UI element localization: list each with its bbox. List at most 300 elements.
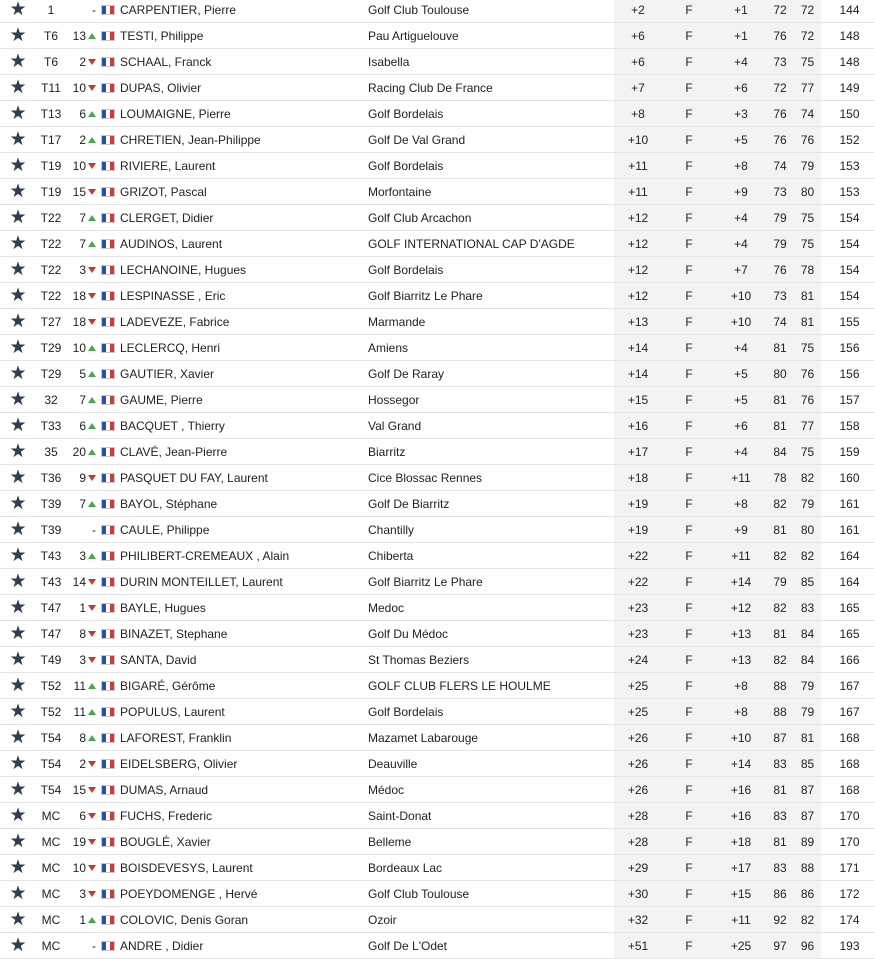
country-flag-cell — [98, 595, 118, 621]
star-icon[interactable]: ★ — [9, 128, 27, 150]
table-row[interactable] — [0, 647, 874, 673]
player-name[interactable]: LECLERCQ, Henri — [120, 340, 221, 355]
movement-arrow-icon — [88, 423, 96, 429]
to-par: +15 — [614, 387, 662, 413]
table-row[interactable] — [0, 179, 874, 205]
player-name[interactable]: POPULUS, Laurent — [120, 704, 225, 719]
table-row[interactable] — [0, 283, 874, 309]
player-name-cell[interactable] — [118, 231, 368, 257]
player-name-cell[interactable] — [118, 621, 368, 647]
favorite-cell[interactable] — [0, 101, 36, 127]
round-2-score: 75 — [794, 205, 821, 231]
player-name-cell[interactable] — [118, 101, 368, 127]
table-row[interactable] — [0, 205, 874, 231]
france-flag-icon — [101, 525, 115, 535]
table-row[interactable] — [0, 751, 874, 777]
favorite-cell[interactable] — [0, 933, 36, 959]
favorite-cell[interactable] — [0, 309, 36, 335]
star-icon[interactable]: ★ — [9, 232, 27, 254]
player-name[interactable]: BIGARÉ, Gérôme — [120, 678, 216, 693]
club-name: Deauville — [368, 751, 614, 777]
table-row[interactable] — [0, 49, 874, 75]
player-name[interactable]: DUPAS, Olivier — [120, 80, 202, 95]
player-name-cell[interactable] — [118, 127, 368, 153]
player-name-cell[interactable] — [118, 673, 368, 699]
total-score: 157 — [821, 387, 874, 413]
player-name-cell[interactable] — [118, 257, 368, 283]
favorite-cell[interactable] — [0, 413, 36, 439]
star-icon[interactable]: ★ — [9, 908, 27, 930]
player-name[interactable]: BAYOL, Stéphane — [120, 496, 218, 511]
round-2-score: 72 — [794, 0, 821, 23]
round-1-score: 79 — [766, 231, 794, 257]
table-row[interactable] — [0, 621, 874, 647]
favorite-cell[interactable] — [0, 75, 36, 101]
table-row[interactable] — [0, 699, 874, 725]
to-par: +14 — [614, 335, 662, 361]
player-name[interactable]: GRIZOT, Pascal — [120, 184, 207, 199]
player-name[interactable]: FUCHS, Frederic — [120, 808, 213, 823]
total-score: 164 — [821, 543, 874, 569]
round-1-score: 76 — [766, 23, 794, 49]
movement-arrow-icon — [88, 59, 96, 65]
thru: F — [662, 283, 716, 309]
total-score: 174 — [821, 907, 874, 933]
favorite-cell[interactable] — [0, 231, 36, 257]
star-icon[interactable]: ★ — [9, 804, 27, 826]
france-flag-icon — [101, 915, 115, 925]
favorite-cell[interactable] — [0, 361, 36, 387]
favorite-cell[interactable] — [0, 647, 36, 673]
favorite-cell[interactable] — [0, 751, 36, 777]
favorite-cell[interactable] — [0, 569, 36, 595]
total-score: 154 — [821, 205, 874, 231]
movement-value: 2 — [79, 132, 86, 147]
table-row[interactable] — [0, 413, 874, 439]
to-par: +17 — [614, 439, 662, 465]
player-name[interactable]: DUMAS, Arnaud — [120, 782, 209, 797]
player-name[interactable]: BOUGLÉ, Xavier — [120, 834, 211, 849]
table-row[interactable] — [0, 231, 874, 257]
table-row[interactable] — [0, 725, 874, 751]
thru: F — [662, 647, 716, 673]
table-row[interactable] — [0, 439, 874, 465]
france-flag-icon — [101, 291, 115, 301]
france-flag-icon — [101, 369, 115, 379]
round-2-score: 82 — [794, 465, 821, 491]
thru: F — [662, 569, 716, 595]
star-icon[interactable]: ★ — [9, 934, 27, 956]
player-name-cell[interactable] — [118, 881, 368, 907]
movement-arrow-icon — [88, 787, 96, 793]
table-row[interactable] — [0, 257, 874, 283]
club-name: Golf Bordelais — [368, 101, 614, 127]
player-name[interactable]: EIDELSBERG, Olivier — [120, 756, 238, 771]
player-name[interactable]: GAUME, Pierre — [120, 392, 203, 407]
favorite-cell[interactable] — [0, 907, 36, 933]
round-2-score: 82 — [794, 543, 821, 569]
star-icon[interactable]: ★ — [9, 856, 27, 878]
today-score: +11 — [716, 543, 766, 569]
player-name-cell[interactable] — [118, 829, 368, 855]
player-name[interactable]: ANDRE , Didier — [120, 938, 204, 953]
favorite-cell[interactable] — [0, 153, 36, 179]
table-row[interactable] — [0, 803, 874, 829]
table-row[interactable] — [0, 491, 874, 517]
star-icon[interactable]: ★ — [9, 24, 27, 46]
player-name[interactable]: CLERGET, Didier — [120, 210, 214, 225]
round-1-score: 80 — [766, 361, 794, 387]
table-row[interactable] — [0, 569, 874, 595]
today-score: +8 — [716, 673, 766, 699]
star-icon[interactable]: ★ — [9, 674, 27, 696]
star-icon[interactable]: ★ — [9, 726, 27, 748]
movement — [66, 283, 98, 309]
favorite-cell[interactable] — [0, 49, 36, 75]
club-name: Golf Biarritz Le Phare — [368, 283, 614, 309]
star-icon[interactable]: ★ — [9, 76, 27, 98]
table-row[interactable] — [0, 309, 874, 335]
favorite-cell[interactable] — [0, 257, 36, 283]
table-row[interactable] — [0, 855, 874, 881]
player-name[interactable]: LADEVEZE, Fabrice — [120, 314, 230, 329]
table-row[interactable] — [0, 127, 874, 153]
favorite-cell[interactable] — [0, 673, 36, 699]
player-name[interactable]: BACQUET , Thierry — [120, 418, 225, 433]
table-row[interactable] — [0, 933, 874, 959]
player-name[interactable]: GAUTIER, Xavier — [120, 366, 215, 381]
today-score: +4 — [716, 231, 766, 257]
movement — [66, 777, 98, 803]
round-1-score: 83 — [766, 751, 794, 777]
favorite-cell[interactable] — [0, 0, 36, 23]
position: T36 — [36, 465, 66, 491]
club-name: Cice Blossac Rennes — [368, 465, 614, 491]
player-name[interactable]: BAYLE, Hugues — [120, 600, 206, 615]
player-name-cell[interactable] — [118, 0, 368, 23]
today-score: +5 — [716, 127, 766, 153]
france-flag-icon — [101, 213, 115, 223]
favorite-cell[interactable] — [0, 205, 36, 231]
player-name[interactable]: LAFOREST, Franklin — [120, 730, 232, 745]
movement-arrow-icon — [88, 709, 96, 715]
movement — [66, 699, 98, 725]
player-name[interactable]: DURIN MONTEILLET, Laurent — [120, 574, 283, 589]
movement-value: - — [92, 522, 96, 537]
to-par: +11 — [614, 153, 662, 179]
today-score: +4 — [716, 439, 766, 465]
france-flag-icon — [101, 551, 115, 561]
table-row[interactable] — [0, 75, 874, 101]
favorite-cell[interactable] — [0, 335, 36, 361]
table-row[interactable] — [0, 23, 874, 49]
player-name-cell[interactable] — [118, 569, 368, 595]
table-row[interactable] — [0, 101, 874, 127]
player-name[interactable]: RIVIERE, Laurent — [120, 158, 216, 173]
star-icon[interactable]: ★ — [9, 778, 27, 800]
france-flag-icon — [101, 473, 115, 483]
round-2-score: 79 — [794, 491, 821, 517]
favorite-cell[interactable] — [0, 387, 36, 413]
favorite-cell[interactable] — [0, 621, 36, 647]
round-1-score: 87 — [766, 725, 794, 751]
table-row[interactable] — [0, 829, 874, 855]
player-name-cell[interactable] — [118, 543, 368, 569]
movement-arrow-icon — [88, 33, 96, 39]
total-score: 168 — [821, 751, 874, 777]
player-name[interactable]: CLAVÉ, Jean-Pierre — [120, 444, 228, 459]
player-name-cell[interactable] — [118, 387, 368, 413]
player-name[interactable]: TESTI, Philippe — [120, 28, 204, 43]
position: T43 — [36, 569, 66, 595]
movement — [66, 413, 98, 439]
player-name-cell[interactable] — [118, 647, 368, 673]
round-1-score: 81 — [766, 621, 794, 647]
total-score: 170 — [821, 803, 874, 829]
round-1-score: 79 — [766, 569, 794, 595]
star-icon[interactable]: ★ — [9, 0, 27, 20]
star-icon[interactable]: ★ — [9, 310, 27, 332]
star-icon[interactable]: ★ — [9, 102, 27, 124]
club-name: GOLF INTERNATIONAL CAP D'AGDE — [368, 231, 614, 257]
round-2-score: 75 — [794, 439, 821, 465]
player-name[interactable]: CHRETIEN, Jean-Philippe — [120, 132, 261, 147]
player-name-cell[interactable] — [118, 777, 368, 803]
star-icon[interactable]: ★ — [9, 180, 27, 202]
today-score: +14 — [716, 751, 766, 777]
star-icon[interactable]: ★ — [9, 752, 27, 774]
player-name-cell[interactable] — [118, 465, 368, 491]
country-flag-cell — [98, 569, 118, 595]
round-2-score: 84 — [794, 647, 821, 673]
player-name-cell[interactable] — [118, 179, 368, 205]
today-score: +9 — [716, 179, 766, 205]
star-icon[interactable]: ★ — [9, 466, 27, 488]
table-row[interactable] — [0, 517, 874, 543]
player-name[interactable]: LOUMAIGNE, Pierre — [120, 106, 231, 121]
player-name-cell[interactable] — [118, 751, 368, 777]
movement-arrow-icon — [88, 449, 96, 455]
club-name: Hossegor — [368, 387, 614, 413]
position: T11 — [36, 75, 66, 101]
player-name-cell[interactable] — [118, 49, 368, 75]
player-name-cell[interactable] — [118, 283, 368, 309]
favorite-cell[interactable] — [0, 23, 36, 49]
movement-arrow-icon — [88, 397, 96, 403]
player-name-cell[interactable] — [118, 699, 368, 725]
table-row[interactable] — [0, 777, 874, 803]
player-name[interactable]: SANTA, David — [120, 652, 197, 667]
table-row[interactable] — [0, 335, 874, 361]
favorite-cell[interactable] — [0, 881, 36, 907]
france-flag-icon — [101, 447, 115, 457]
star-icon[interactable]: ★ — [9, 544, 27, 566]
favorite-cell[interactable] — [0, 491, 36, 517]
movement-value: 20 — [72, 444, 86, 459]
movement — [66, 335, 98, 361]
thru: F — [662, 101, 716, 127]
player-name-cell[interactable] — [118, 517, 368, 543]
star-icon[interactable]: ★ — [9, 258, 27, 280]
movement — [66, 179, 98, 205]
club-name: Bordeaux Lac — [368, 855, 614, 881]
thru: F — [662, 75, 716, 101]
position: 32 — [36, 387, 66, 413]
star-icon[interactable]: ★ — [9, 648, 27, 670]
player-name-cell[interactable] — [118, 361, 368, 387]
player-name-cell[interactable] — [118, 335, 368, 361]
player-name-cell[interactable] — [118, 153, 368, 179]
player-name-cell[interactable] — [118, 23, 368, 49]
player-name-cell[interactable] — [118, 205, 368, 231]
star-icon[interactable]: ★ — [9, 622, 27, 644]
movement — [66, 543, 98, 569]
round-1-score: 76 — [766, 127, 794, 153]
table-row[interactable] — [0, 907, 874, 933]
round-1-score: 82 — [766, 543, 794, 569]
favorite-cell[interactable] — [0, 595, 36, 621]
player-name[interactable]: AUDINOS, Laurent — [120, 236, 223, 251]
star-icon[interactable]: ★ — [9, 154, 27, 176]
player-name-cell[interactable] — [118, 75, 368, 101]
thru: F — [662, 907, 716, 933]
star-icon[interactable]: ★ — [9, 882, 27, 904]
table-row[interactable] — [0, 361, 874, 387]
today-score: +25 — [716, 933, 766, 959]
round-1-score: 76 — [766, 257, 794, 283]
round-2-score: 84 — [794, 621, 821, 647]
total-score: 164 — [821, 569, 874, 595]
round-1-score: 84 — [766, 439, 794, 465]
player-name[interactable]: LECHANOINE, Hugues — [120, 262, 247, 277]
round-1-score: 76 — [766, 101, 794, 127]
favorite-cell[interactable] — [0, 127, 36, 153]
player-name[interactable]: BOISDEVESYS, Laurent — [120, 860, 253, 875]
table-row[interactable] — [0, 387, 874, 413]
movement-arrow-icon — [88, 267, 96, 273]
favorite-cell[interactable] — [0, 439, 36, 465]
star-icon[interactable]: ★ — [9, 518, 27, 540]
favorite-cell[interactable] — [0, 855, 36, 881]
today-score: +15 — [716, 881, 766, 907]
favorite-cell[interactable] — [0, 283, 36, 309]
favorite-cell[interactable] — [0, 543, 36, 569]
star-icon[interactable]: ★ — [9, 570, 27, 592]
movement-value: 5 — [79, 366, 86, 381]
movement-arrow-icon — [88, 501, 96, 507]
to-par: +6 — [614, 23, 662, 49]
table-row[interactable] — [0, 153, 874, 179]
round-1-score: 81 — [766, 517, 794, 543]
player-name[interactable]: CAULE, Philippe — [120, 522, 210, 537]
movement — [66, 673, 98, 699]
table-row[interactable] — [0, 465, 874, 491]
movement-arrow-icon — [88, 891, 96, 897]
star-icon[interactable]: ★ — [9, 414, 27, 436]
player-name[interactable]: BINAZET, Stephane — [120, 626, 228, 641]
position: T33 — [36, 413, 66, 439]
movement-value: 11 — [73, 678, 86, 693]
table-row[interactable] — [0, 595, 874, 621]
player-name[interactable]: COLOVIC, Denis Goran — [120, 912, 249, 927]
player-name[interactable]: PHILIBERT-CREMEAUX , Alain — [120, 548, 290, 563]
table-row[interactable] — [0, 881, 874, 907]
france-flag-icon — [101, 889, 115, 899]
to-par: +19 — [614, 517, 662, 543]
to-par: +26 — [614, 751, 662, 777]
player-name-cell[interactable] — [118, 907, 368, 933]
today-score: +11 — [716, 907, 766, 933]
movement-value: 15 — [72, 782, 86, 797]
player-name-cell[interactable] — [118, 413, 368, 439]
player-name[interactable]: CARPENTIER, Pierre — [120, 2, 237, 17]
favorite-cell[interactable] — [0, 465, 36, 491]
player-name[interactable]: POEYDOMENGE , Hervé — [120, 886, 258, 901]
star-icon[interactable]: ★ — [9, 492, 27, 514]
star-icon[interactable]: ★ — [9, 336, 27, 358]
star-icon[interactable]: ★ — [9, 50, 27, 72]
player-name-cell[interactable] — [118, 803, 368, 829]
star-icon[interactable]: ★ — [9, 700, 27, 722]
star-icon[interactable]: ★ — [9, 388, 27, 410]
player-name-cell[interactable] — [118, 855, 368, 881]
club-name: Golf Club Arcachon — [368, 205, 614, 231]
player-name-cell[interactable] — [118, 933, 368, 959]
star-icon[interactable]: ★ — [9, 284, 27, 306]
player-name[interactable]: SCHAAL, Franck — [120, 54, 212, 69]
movement-value: 6 — [79, 808, 86, 823]
star-icon[interactable]: ★ — [9, 206, 27, 228]
favorite-cell[interactable] — [0, 803, 36, 829]
table-row[interactable] — [0, 673, 874, 699]
player-name-cell[interactable] — [118, 491, 368, 517]
star-icon[interactable]: ★ — [9, 830, 27, 852]
favorite-cell[interactable] — [0, 777, 36, 803]
player-name-cell[interactable] — [118, 309, 368, 335]
favorite-cell[interactable] — [0, 517, 36, 543]
star-icon[interactable]: ★ — [9, 596, 27, 618]
to-par: +12 — [614, 205, 662, 231]
today-score: +14 — [716, 569, 766, 595]
player-name-cell[interactable] — [118, 439, 368, 465]
movement-arrow-icon — [88, 137, 96, 143]
star-icon[interactable]: ★ — [9, 362, 27, 384]
thru: F — [662, 699, 716, 725]
round-2-score: 77 — [794, 75, 821, 101]
table-row[interactable] — [0, 0, 874, 23]
player-name-cell[interactable] — [118, 595, 368, 621]
movement-value: 3 — [79, 886, 86, 901]
player-name-cell[interactable] — [118, 725, 368, 751]
favorite-cell[interactable] — [0, 179, 36, 205]
movement — [66, 231, 98, 257]
player-name[interactable]: PASQUET DU FAY, Laurent — [120, 470, 268, 485]
favorite-cell[interactable] — [0, 829, 36, 855]
player-name[interactable]: LESPINASSE , Eric — [120, 288, 226, 303]
round-1-score: 73 — [766, 283, 794, 309]
total-score: 154 — [821, 283, 874, 309]
movement-value: 18 — [72, 288, 86, 303]
favorite-cell[interactable] — [0, 725, 36, 751]
movement — [66, 439, 98, 465]
total-score: 150 — [821, 101, 874, 127]
table-row[interactable] — [0, 543, 874, 569]
movement-value: 8 — [79, 626, 86, 641]
movement-arrow-icon — [88, 917, 96, 923]
star-icon[interactable]: ★ — [9, 440, 27, 462]
favorite-cell[interactable] — [0, 699, 36, 725]
to-par: +23 — [614, 621, 662, 647]
